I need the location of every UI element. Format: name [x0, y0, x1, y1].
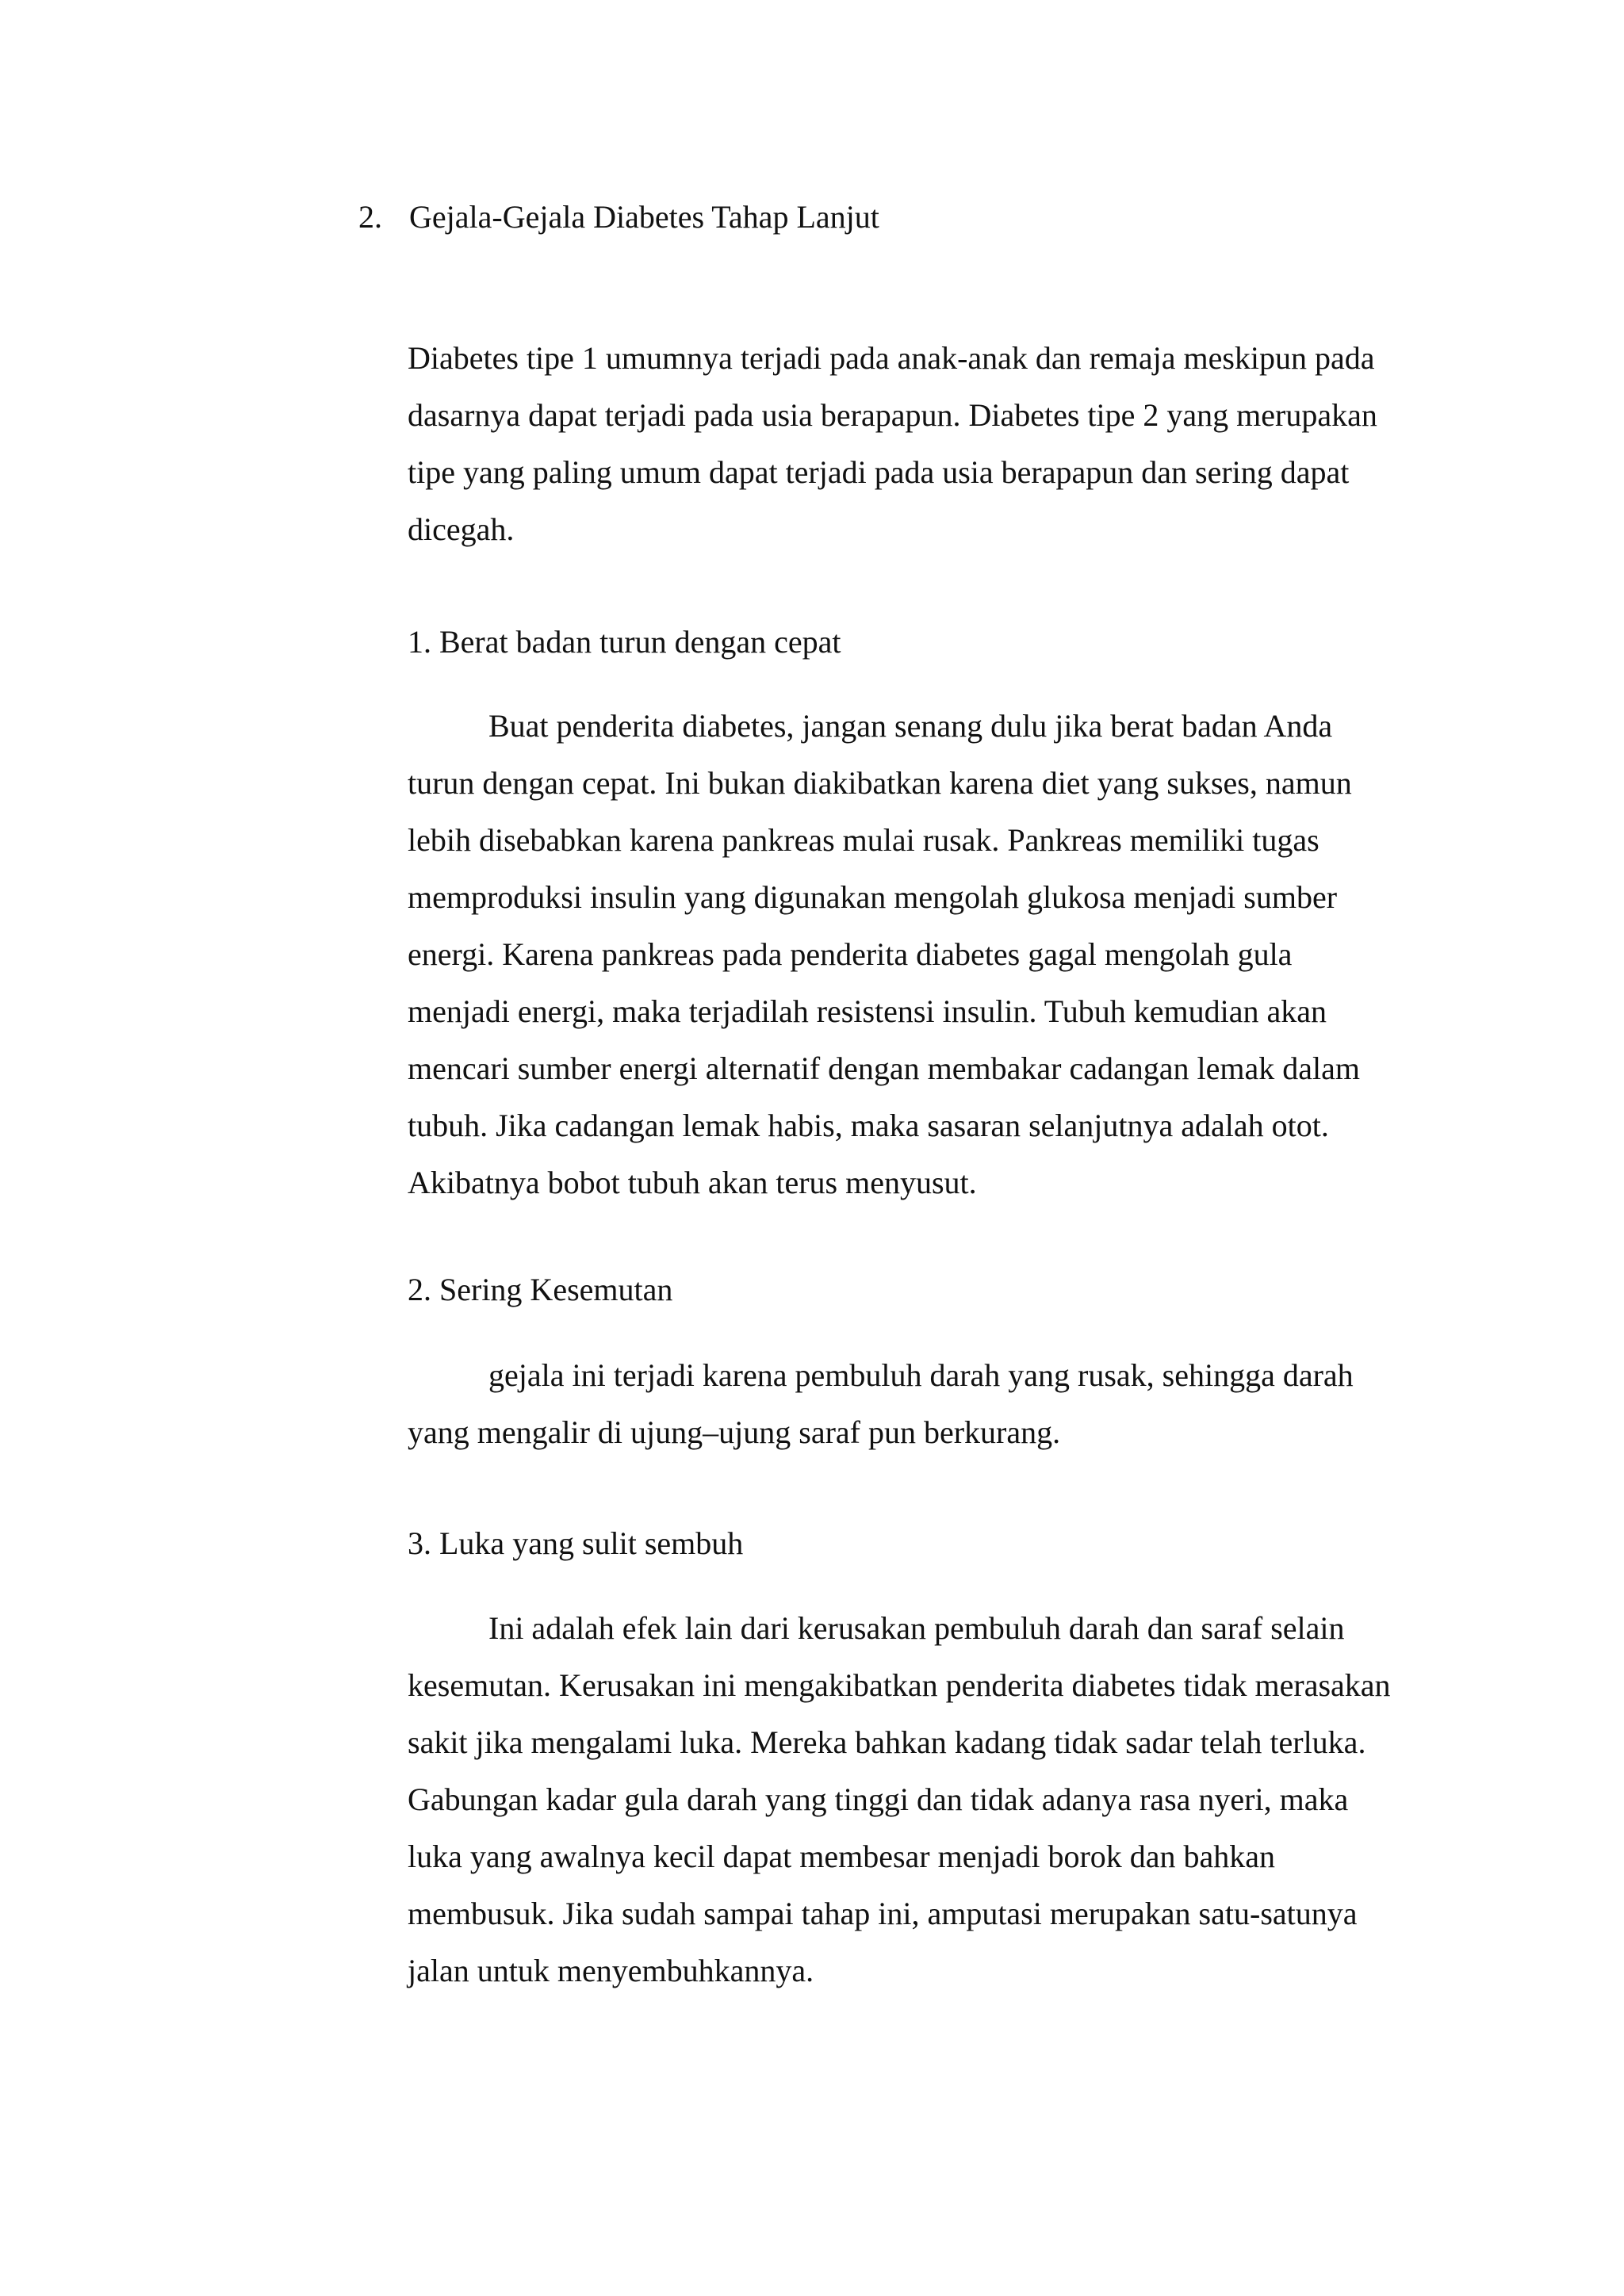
paragraph-line: tipe yang paling umum dapat terjadi pada usia berapapun dan sering dapat	[408, 454, 1350, 490]
paragraph-line: Buat penderita diabetes, jangan senang dulu jika berat badan Anda	[488, 708, 1333, 744]
paragraph-line: dasarnya dapat terjadi pada usia berapapun. Diabetes tipe 2 yang merupakan	[408, 397, 1377, 433]
item-1-heading: 1. Berat badan turun dengan cepat	[408, 624, 841, 660]
paragraph-line: Ini adalah efek lain dari kerusakan pembuluh darah dan saraf selain	[488, 1610, 1345, 1646]
paragraph-line: dicegah.	[408, 511, 515, 547]
paragraph-line: jalan untuk menyembuhkannya.	[408, 1953, 814, 1988]
item-3-heading: 3. Luka yang sulit sembuh	[408, 1525, 744, 1561]
paragraph-line: turun dengan cepat. Ini bukan diakibatkan karena diet yang sukses, namun	[408, 765, 1352, 801]
paragraph-line: luka yang awalnya kecil dapat membesar menjadi borok dan bahkan	[408, 1839, 1276, 1874]
paragraph-line: memproduksi insulin yang digunakan mengolah glukosa menjadi sumber	[408, 879, 1338, 915]
paragraph-line: menjadi energi, maka terjadilah resistensi insulin. Tubuh kemudian akan	[408, 993, 1327, 1029]
paragraph-line: Gabungan kadar gula darah yang tinggi dan tidak adanya rasa nyeri, maka	[408, 1781, 1349, 1817]
paragraph-line: lebih disebabkan karena pankreas mulai rusak. Pankreas memiliki tugas	[408, 822, 1320, 858]
paragraph-line: gejala ini terjadi karena pembuluh darah yang rusak, sehingga darah	[488, 1357, 1354, 1393]
intro-paragraph	[408, 330, 1446, 558]
paragraph-line: sakit jika mengalami luka. Mereka bahkan kadang tidak sadar telah terluka.	[408, 1724, 1366, 1760]
paragraph-line: yang mengalir di ujung–ujung saraf pun berkurang.	[408, 1414, 1061, 1450]
section-heading	[358, 193, 879, 241]
paragraph-line: Akibatnya bobot tubuh akan terus menyusut.	[408, 1165, 977, 1200]
paragraph-line: kesemutan. Kerusakan ini mengakibatkan penderita diabetes tidak merasakan	[408, 1667, 1391, 1703]
section-number: 2.	[358, 199, 382, 235]
item-3-paragraph	[408, 1600, 1446, 1999]
paragraph-line: Diabetes tipe 1 umumnya terjadi pada anak-anak dan remaja meskipun pada	[408, 340, 1375, 376]
item-2-heading: 2. Sering Kesemutan	[408, 1272, 673, 1307]
section-title: Gejala-Gejala Diabetes Tahap Lanjut	[409, 199, 879, 235]
paragraph-line: mencari sumber energi alternatif dengan membakar cadangan lemak dalam	[408, 1050, 1360, 1086]
paragraph-line: tubuh. Jika cadangan lemak habis, maka sasaran selanjutnya adalah otot.	[408, 1108, 1329, 1143]
item-2-paragraph	[408, 1347, 1446, 1461]
paragraph-line: energi. Karena pankreas pada penderita diabetes gagal mengolah gula	[408, 936, 1293, 972]
paragraph-line: membusuk. Jika sudah sampai tahap ini, amputasi merupakan satu-satunya	[408, 1896, 1358, 1931]
item-1-paragraph	[408, 698, 1446, 1211]
